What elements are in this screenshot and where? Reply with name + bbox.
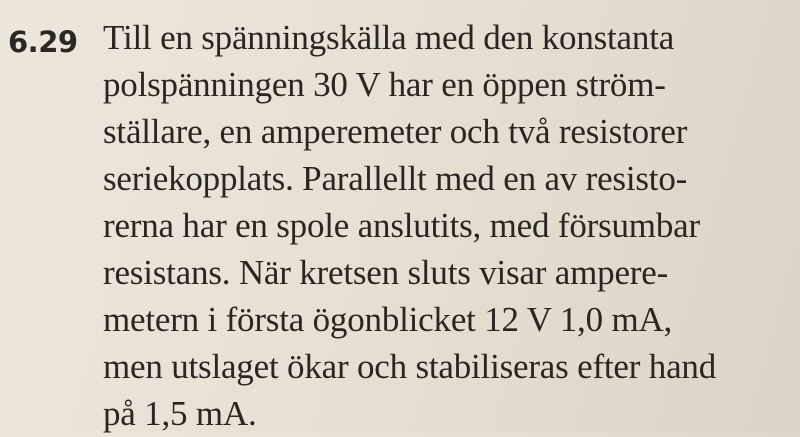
problem-text-line: polspänningen 30 V har en öppen ström-: [103, 65, 666, 104]
problem-text-line: på 1,5 mA.: [103, 394, 257, 433]
problem-text-line: men utslaget ökar och stabiliseras efter hand: [103, 347, 717, 386]
problem-number: 6.29: [8, 25, 78, 59]
problem-text: [103, 14, 793, 437]
problem-text-line: Till en spänningskälla med den konstanta: [103, 18, 675, 57]
problem-text-line: ställare, en amperemeter och två resistorer: [103, 112, 688, 151]
problem-text-line: resistans. När kretsen sluts visar ampere-: [103, 253, 669, 292]
problem-text-line: seriekopplats. Parallellt med en av resisto-: [103, 159, 688, 198]
problem-text-line: rerna har en spole anslutits, med försumbar: [103, 206, 700, 245]
problem-text-line: metern i första ögonblicket 12 V 1,0 mA,: [103, 300, 673, 339]
